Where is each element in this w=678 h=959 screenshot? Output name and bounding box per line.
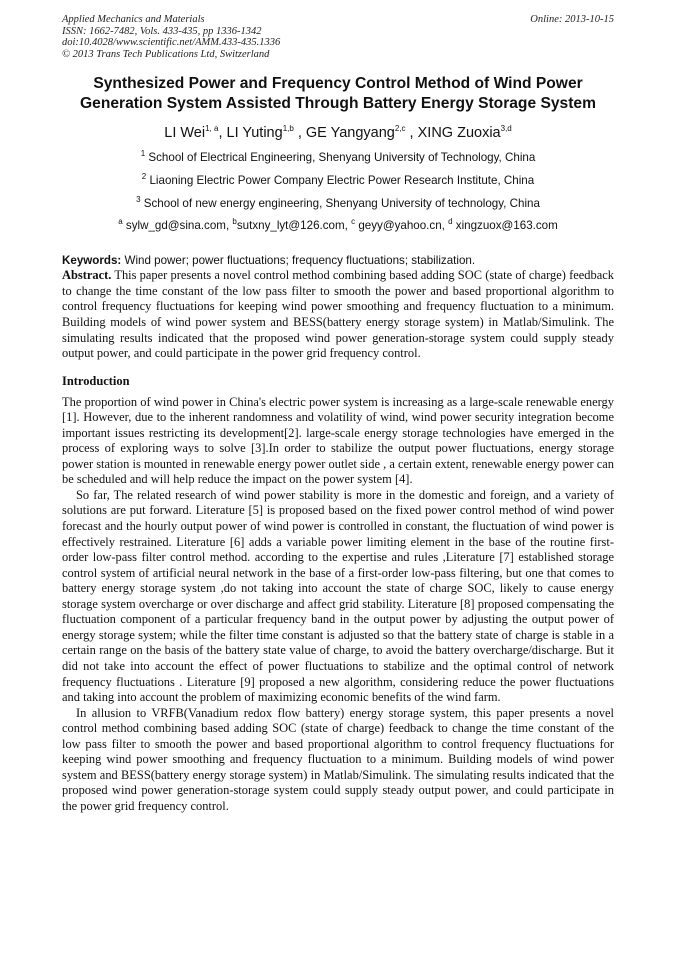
email-link[interactable]: geyy@yahoo.cn,	[358, 219, 449, 233]
author-name: XING Zuoxia	[417, 125, 501, 142]
author-affiliation-mark: 2,c	[394, 124, 406, 134]
author-separator: ,	[218, 125, 227, 142]
paper-title: Synthesized Power and Frequency Control Method of Wind Power Generation System Assisted Through Battery Energy Storage System	[80, 75, 596, 113]
intro-paragraph-2: So far, The related research of wind power stability is more in the domestic and foreign, and a variety of solutions are put forward. Literature [5] is proposed based on the fixed power control method of wind power forecast and the hourly output power of wind power is controlled in constant, the fluctuation of wind power is effectively restrained. Literature [6] adds a variable power limiting element in the base of the routine first-order low-pass filter control method. according to the expertise and rules ,Literature [7] established storage control system of artificial neural network in the base of a first-order low-pass filtering, but one that comes to battery energy storage system ,do not taking into account the state of charge SOC, likely to cause energy storage system overcharge or over discharge and affect grid stability. Literature [8] proposed compensating the fluctuation component of a particular frequency band in the output power by adjusting the output power of energy storage system; while the filter time constant is adjusted so that the battery state of charge is stable in a certain range on the basis of the battery state value of charge, to avoid the battery overcharge/discharge. But it did not take into account the effect of power fluctuations to stabilize and the optimal control of network frequency fluctuations . Literature [9] proposed a new algorithm, considering reduce the power fluctuations and taking into account the problem of maximizing economic benefits of the wind farm.	[62, 487, 614, 705]
author-name: LI Wei	[164, 125, 206, 142]
affiliation-text: School of Electrical Engineering, Shenyang University of Technology, China	[148, 151, 536, 165]
abstract	[62, 268, 614, 361]
affiliation-mark: 3	[136, 195, 141, 205]
abstract-text: This paper presents a novel control method combining based adding SOC (state of charge) feedback to change the time constant of the low pass filter to smooth the power and based proportional algorithm to control frequency fluctuations for keeping wind power smoothing and frequency fluctuation to a minimum. Building models of wind power system and BESS(battery energy storage system) in Matlab/Simulink. The simulating results indicated that the proposed wind power generation-storage system could supply steady output power, and could participate in the power grid frequency control.	[62, 268, 614, 361]
author-affiliation-mark: 3,d	[500, 124, 512, 134]
email-link[interactable]: sylw_gd@sina.com,	[125, 219, 233, 233]
email-mark: b	[232, 217, 237, 227]
online-date: Online: 2013-10-15	[530, 14, 614, 25]
keywords-label: Keywords:	[62, 254, 122, 268]
affiliation-mark: 2	[141, 172, 147, 182]
author-affiliation-mark: 1,b	[282, 124, 294, 134]
email-link[interactable]: sutxny_lyt@126.com,	[236, 219, 352, 233]
paper-page	[62, 14, 614, 814]
affiliation-mark: 1	[140, 149, 146, 159]
journal-header	[62, 14, 614, 60]
affiliation-3	[62, 197, 614, 211]
author-separator: ,	[405, 125, 418, 142]
author-name: GE Yangyang	[305, 125, 395, 142]
affiliation-2	[62, 174, 614, 188]
abstract-label: Abstract.	[62, 268, 112, 283]
intro-paragraph-3: In allusion to VRFB(Vanadium redox flow battery) energy storage system, this paper presents a novel control method combining based adding SOC (state of charge) feedback to change the time constant of the low pass filter to smooth the power and based proportional algorithm to control frequency fluctuations for keeping wind power smoothing and frequency fluctuation to a minimum. Building models of wind power system and BESS(battery energy storage system) in Matlab/Simulink. The simulating results indicated that the proposed wind power generation-storage system could supply steady output power, and could participate in the power grid frequency control.	[62, 705, 614, 813]
author-affiliation-mark: 1, a	[205, 124, 219, 134]
keywords-text: Wind power; power fluctuations; frequency fluctuations; stabilization.	[121, 254, 476, 268]
email-mark: c	[351, 217, 356, 227]
author-name: LI Yuting	[226, 125, 283, 142]
intro-paragraph-1: The proportion of wind power in China's electric power system is increasing as a large-scale renewable energy [1]. However, due to the inherent randomness and volatility of wind, wind power security integration become important issues restricting its development[2]. large-scale energy storage technologies have emerged in the process of exploring ways to solve [3].In order to stabilize the output power fluctuations, energy storage power station is mounted in renewable energy power outlet side , a certain extent, renewable energy power can be scheduled and will help reduce the impact on the power system [4].	[62, 394, 614, 487]
issn-line: ISSN: 1662-7482, Vols. 433-435, pp 1336-1342	[62, 25, 262, 37]
journal-name: Applied Mechanics and Materials	[62, 14, 205, 25]
section-heading-introduction: Introduction	[62, 373, 130, 388]
email-mark: a	[118, 217, 123, 227]
keywords	[62, 254, 614, 268]
author-list	[62, 124, 614, 142]
email-link[interactable]: xingzuox@163.com	[455, 219, 558, 233]
affiliation-1	[62, 151, 614, 165]
author-separator: ,	[293, 125, 306, 142]
affiliation-text: School of new energy engineering, Shenyang University of technology, China	[143, 197, 540, 211]
email-mark: d	[448, 217, 453, 227]
doi-line: doi:10.4028/www.scientific.net/AMM.433-435.1336	[62, 37, 281, 49]
affiliation-text: Liaoning Electric Power Company Electric Power Research Institute, China	[149, 174, 535, 188]
copyright-line: © 2013 Trans Tech Publications Ltd, Switzerland	[62, 48, 270, 60]
author-emails	[62, 219, 614, 233]
